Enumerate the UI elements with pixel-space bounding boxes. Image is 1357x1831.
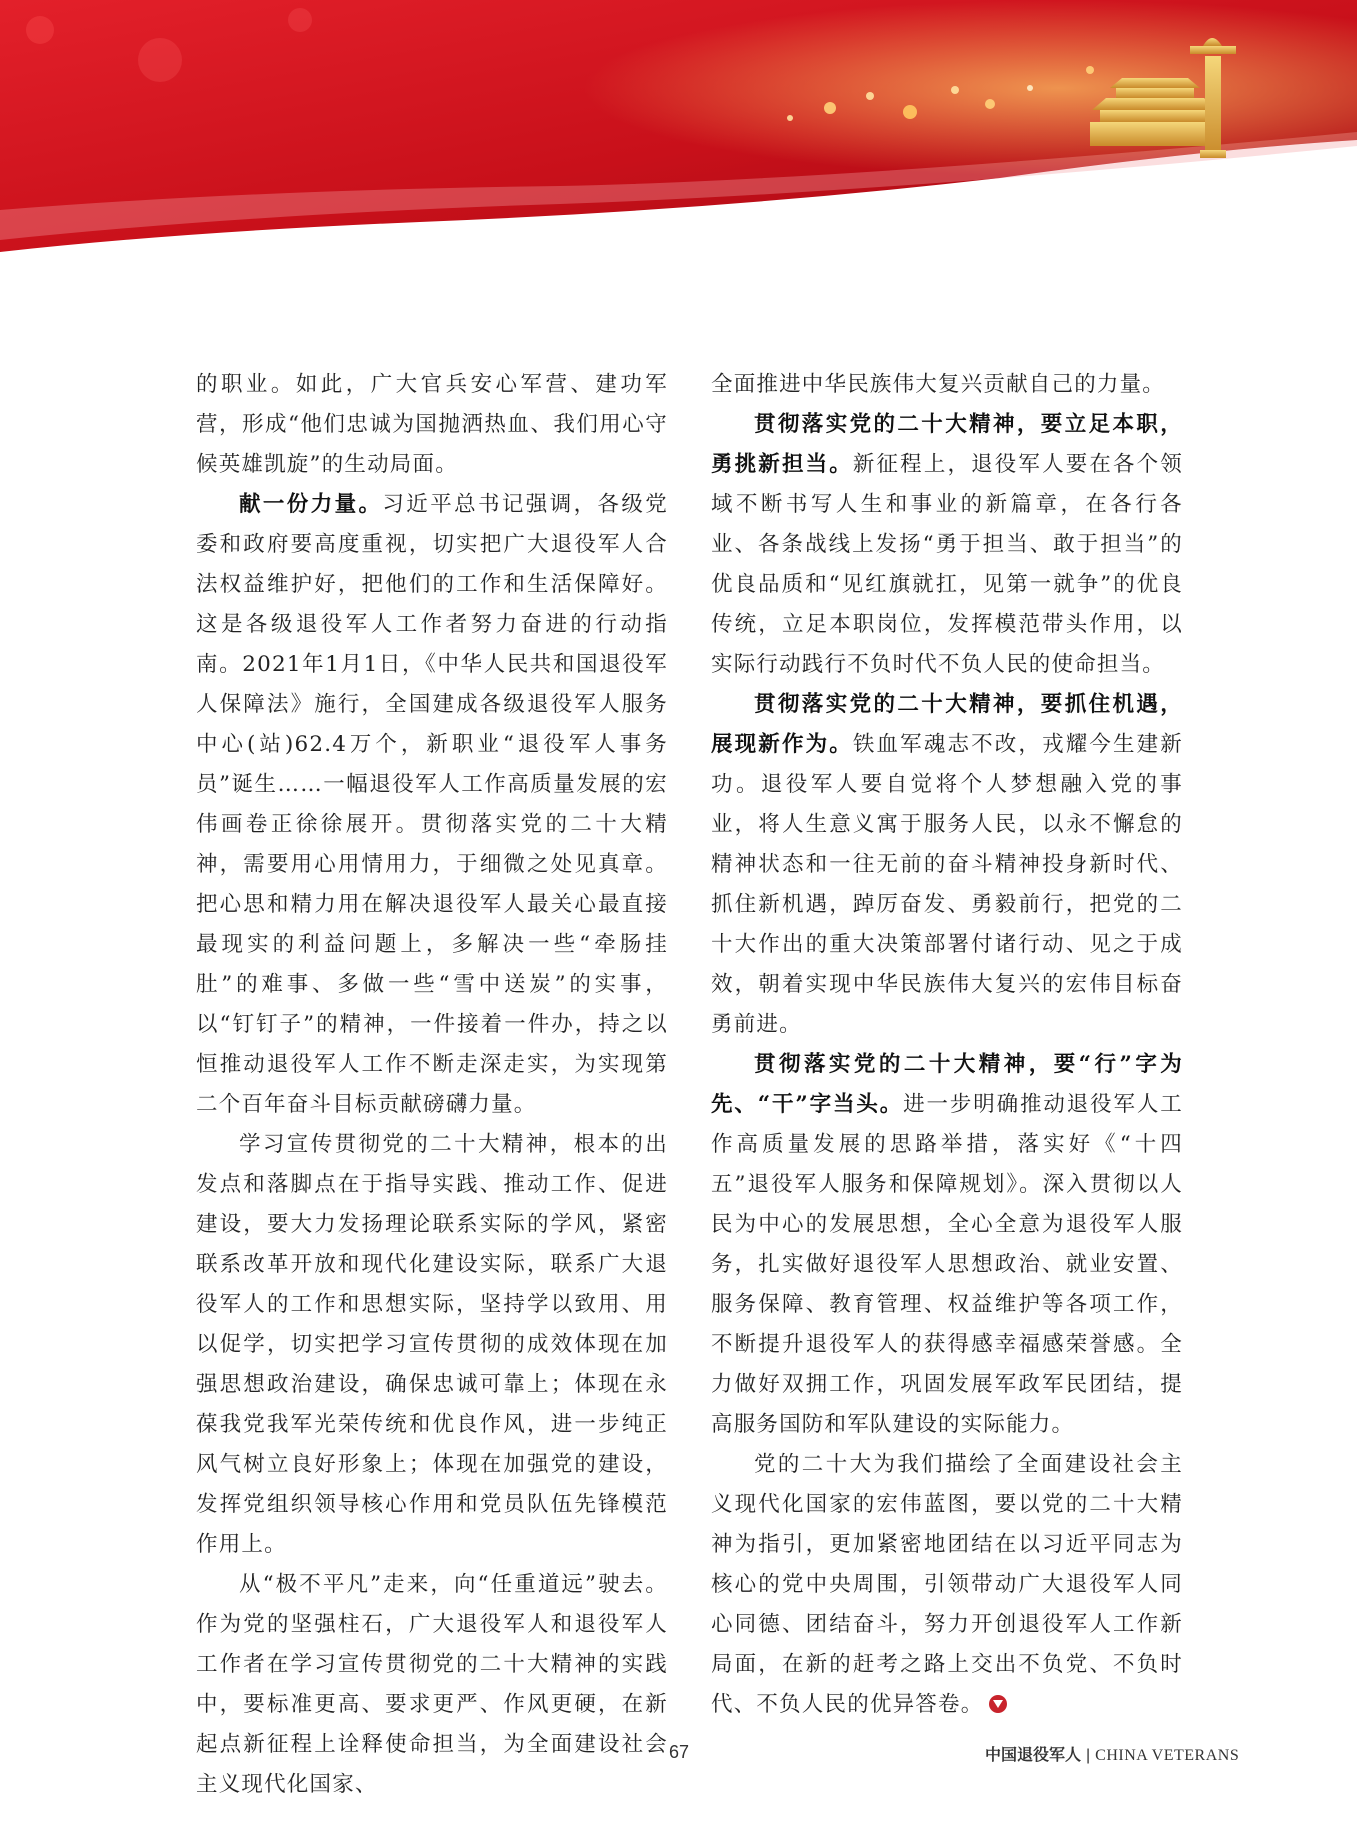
paragraph: 贯彻落实党的二十大精神，要立足本职，勇挑新担当。新征程上，退役军人要在各个领域不断书写人生和事业的新篇章，在各行各业、各条战线上发扬“勇于担当、敢于担当”的优良品质和“见红旗就扛，见第一就争”的优良传统，立足本职岗位，发挥模范带头作用，以实际行动践行不负时代不负人民的使命担当。 [711,412,1183,677]
magazine-name-en: CHINA VETERANS [1095,1747,1240,1764]
bold-lead: 献一份力量。 [239,492,383,517]
paragraph: 从“极不平凡”走来，向“任重道远”驶去。作为党的坚强柱石，广大退役军人和退役军人工作者在学习宣传贯彻党的二十大精神的实践中，要标准更高、要求更严、作风更硬，在新起点新征程上诠释使命担当，为全面建设社会主义现代化国家、 [196,1572,668,1797]
paragraph: 贯彻落实党的二十大精神，要抓住机遇，展现新作为。铁血军魂志不改，戎耀今生建新功。退役军人要自觉将个人梦想融入党的事业，将人生意义寓于服务人民，以永不懈怠的精神状态和一往无前的奋斗精神投身新时代、抓住新机遇，踔厉奋发、勇毅前行，把党的二十大作出的重大决策部署付诸行动、见之于成效，朝着实现中华民族伟大复兴的宏伟目标奋勇前进。 [711,692,1183,1037]
paragraph: 献一份力量。习近平总书记强调，各级党委和政府要高度重视，切实把广大退役军人合法权益维护好，把他们的工作和生活保障好。这是各级退役军人工作者努力奋进的行动指南。2021年1月1日，《中华人民共和国退役军人保障法》施行，全国建成各级退役军人服务中心(站)62.4万个，新职业“退役军人事务员”诞生……一幅退役军人工作高质量发展的宏伟画卷正徐徐展开。贯彻落实党的二十大精神，需要用心用情用力，于细微之处见真章。把心思和精力用在解决退役军人最关心最直接最现实的利益问题上，多解决一些“牵肠挂肚”的难事、多做一些“雪中送炭”的实事，以“钉钉子”的精神，一件接着一件办，持之以恒推动退役军人工作不断走深走实，为实现第二个百年奋斗目标贡献磅礴力量。 [196,492,669,1117]
magazine-separator: | [1086,1747,1091,1764]
header-banner [0,0,1357,270]
bold-lead: 贯彻落实党的二十大精神，要立足本职，勇挑新担当。 [711,412,1183,477]
page-number: 67 [668,1742,690,1762]
paragraph: 党的二十大为我们描绘了全面建设社会主义现代化国家的宏伟蓝图，要以党的二十大精神为指引，更加紧密地团结在以习近平同志为核心的党中央周围，引领带动广大退役军人同心同德、团结奋斗，努力开创退役军人工作新局面，在新的赶考之路上交出不负党、不负时代、不负人民的优异答卷。 [711,1452,1183,1717]
paragraph: 的职业。如此，广大官兵安心军营、建功军营，形成“他们忠诚为国抛洒热血、我们用心守候英雄凯旋”的生动局面。 [196,372,668,477]
left-column [196,365,668,1805]
paragraph: 全面推进中华民族伟大复兴贡献自己的力量。 [711,372,1166,397]
paragraph: 学习宣传贯彻党的二十大精神，根本的出发点和落脚点在于指导实践、推动工作、促进建设，要大力发扬理论联系实际的学风，紧密联系改革开放和现代化建设实际，联系广大退役军人的工作和思想实际，坚持学以致用、用以促学，切实把学习宣传贯彻的成效体现在加强思想政治建设，确保忠诚可靠上；体现在永葆我党我军光荣传统和优良作风，进一步纯正风气树立良好形象上；体现在加强党的建设，发挥党组织领导核心作用和党员队伍先锋模范作用上。 [196,1132,668,1557]
magazine-name-cn: 中国退役军人 [985,1745,1082,1764]
v-logo-icon [989,1695,1007,1713]
paragraph: 贯彻落实党的二十大精神，要“行”字为先、“干”字当头。进一步明确推动退役军人工作高质量发展的思路举措，落实好《“十四五”退役军人服务和保障规划》。深入贯彻以人民为中心的发展思想，全心全意为退役军人服务，扎实做好退役军人思想政治、就业安置、服务保障、教育管理、权益维护等各项工作，不断提升退役军人的获得感幸福感荣誉感。全力做好双拥工作，巩固发展军政军民团结，提高服务国防和军队建设的实际能力。 [711,1052,1183,1437]
right-column [711,365,1183,1725]
bold-lead: 贯彻落实党的二十大精神，要抓住机遇，展现新作为。 [711,692,1183,757]
bold-lead: 贯彻落实党的二十大精神，要“行”字为先、“干”字当头。 [711,1052,1183,1117]
magazine-title [985,1742,1239,1765]
